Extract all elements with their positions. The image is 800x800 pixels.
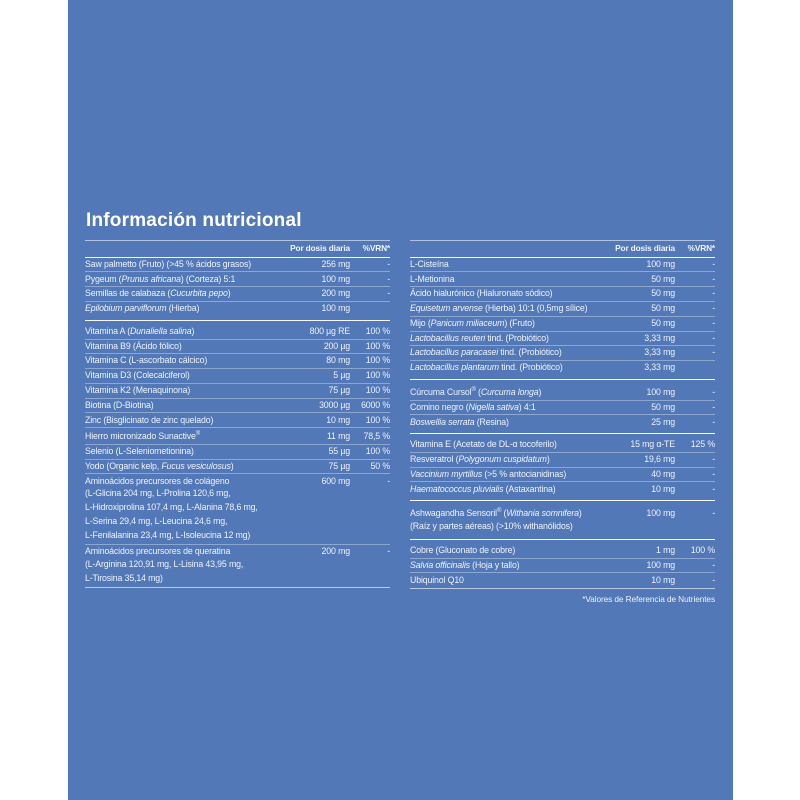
row-subline: (L-Glicina 204 mg, L-Prolina 120,6 mg,: [85, 488, 231, 499]
table-row: [410, 400, 715, 415]
table-row-main: [410, 544, 715, 558]
row-label-segment: Zinc (Bisglicinato de zinc quelado): [85, 414, 214, 425]
row-label-segment: Resveratrol (: [410, 454, 459, 465]
table-section: [85, 325, 390, 587]
row-vrn: 78,5 %: [363, 431, 390, 442]
row-label: [410, 576, 607, 586]
row-label-segment: Aminoácidos precursores de colágeno: [85, 475, 230, 486]
row-label-segment: Curcuma longa: [480, 386, 539, 397]
row-label-segment: Ashwagandha Sensoril: [410, 508, 497, 519]
row-label-segment: (Astaxantina): [503, 483, 556, 494]
row-label: [85, 547, 282, 557]
row-label: [85, 289, 282, 299]
row-label: [410, 260, 607, 270]
row-label-segment: ®: [471, 387, 476, 394]
section-divider: [410, 539, 715, 540]
table-row-main: [410, 401, 715, 415]
row-value: 3,33 mg: [644, 332, 675, 343]
row-vrn: 100 %: [365, 446, 390, 457]
row-label-segment: Epilobium parviflorum: [85, 303, 167, 314]
section-divider: [410, 500, 715, 501]
row-value: 1 mg: [656, 545, 675, 556]
row-value: 40 mg: [651, 468, 675, 479]
row-label: [410, 275, 607, 285]
row-vrn: -: [712, 574, 715, 585]
table-section: [410, 258, 715, 375]
table-row: [85, 398, 390, 413]
row-label: [85, 304, 282, 314]
row-label-segment: Vitamina A (: [85, 325, 130, 336]
row-label-segment: (: [501, 508, 507, 519]
row-value: 80 mg: [326, 355, 350, 366]
row-label: [410, 334, 607, 344]
table-bottom-divider: [410, 588, 715, 589]
row-label-segment: Cúrcuma Cursol: [410, 386, 472, 397]
table-row-main: [410, 505, 715, 521]
row-label-segment: Pygeum (: [85, 273, 122, 284]
row-value: 100 mg: [321, 273, 350, 284]
row-label-segment: (Hoja y tallo): [469, 559, 520, 570]
row-vrn: -: [712, 483, 715, 494]
row-label-segment: Cobre (Gluconato de cobre): [410, 545, 516, 556]
row-vrn: -: [387, 273, 390, 284]
row-value: 5 µg: [333, 370, 350, 381]
row-value: 11 mg: [326, 431, 350, 442]
column-header-vrn: %VRN*: [687, 243, 715, 253]
table-row: [410, 316, 715, 331]
row-label-segment: ): [191, 325, 195, 336]
table-row-main: [410, 287, 715, 301]
row-label-segment: (Hierba): [166, 303, 200, 314]
table-row: [410, 360, 715, 375]
nutrition-label-panel: [68, 0, 733, 800]
row-label-segment: Lactobacillus reuteri: [410, 332, 486, 343]
row-value: 100 mg: [646, 258, 675, 269]
row-vrn: -: [712, 508, 715, 519]
row-value: 50 mg: [651, 317, 675, 328]
label-content: [68, 0, 733, 604]
row-label: [85, 430, 282, 442]
row-vrn: 100 %: [365, 325, 390, 336]
row-vrn: -: [712, 559, 715, 570]
row-vrn: 100 %: [365, 385, 390, 396]
row-vrn: 125 %: [690, 439, 715, 450]
table-row: [85, 412, 390, 427]
table-row: [85, 544, 390, 587]
row-label-segment: (Hierba) 10:1 (0,5mg sílice): [482, 303, 588, 314]
row-label-segment: Yodo (Organic kelp,: [85, 460, 162, 471]
row-label: [85, 356, 282, 366]
table-row-main: [85, 340, 390, 354]
table-row: [85, 427, 390, 444]
row-value: 200 µg: [323, 340, 350, 351]
row-vrn: -: [712, 386, 715, 397]
row-label-segment: Vitamina B9 (Ácido fólico): [85, 340, 182, 351]
row-label-segment: ): [227, 288, 231, 299]
row-label: [410, 546, 607, 556]
row-value: 800 µg RE: [309, 325, 350, 336]
row-label-segment: ): [546, 454, 550, 465]
table-row-main: [410, 258, 715, 272]
row-vrn: -: [712, 401, 715, 412]
row-label-segment: Vitamina E (Acetato de DL-α tocoferilo): [410, 439, 557, 450]
table-row-main: [85, 325, 390, 339]
table-row: [85, 339, 390, 354]
row-label-segment: Ácido hialurónico (Hialuronato sódico): [410, 288, 553, 299]
row-label-segment: Cucurbita pepo: [170, 288, 228, 299]
row-vrn: -: [712, 273, 715, 284]
row-value: 100 mg: [321, 303, 350, 314]
table-row: [85, 325, 390, 339]
row-label-segment: Boswellia serrata: [410, 416, 475, 427]
vrn-footnote: *Valores de Referencia de Nutrientes: [582, 594, 715, 605]
row-label-segment: Lactobacillus paracasei: [410, 347, 498, 358]
row-value: 10 mg: [326, 414, 350, 425]
table-row-main: [410, 317, 715, 331]
row-value: 75 µg: [328, 460, 350, 471]
table-row-main: [410, 384, 715, 400]
row-label-segment: Vitamina C (L-ascorbato cálcico): [85, 355, 208, 366]
row-label-segment: tind. (Probiótico): [485, 332, 549, 343]
table-row: [410, 345, 715, 360]
row-label: [410, 561, 607, 571]
table-row-main: [85, 369, 390, 383]
section-divider: [410, 379, 715, 380]
table-row: [85, 459, 390, 474]
table-row-main: [85, 399, 390, 413]
row-value: 256 mg: [321, 258, 350, 269]
row-vrn: 100 %: [365, 355, 390, 366]
table-row: [410, 331, 715, 346]
nutrition-tables: [85, 240, 715, 589]
row-label-segment: (: [475, 386, 481, 397]
row-vrn: 100 %: [365, 414, 390, 425]
row-label-segment: ®: [195, 431, 200, 438]
row-label-segment: Salvia officinalis: [410, 559, 470, 570]
row-label-segment: Hierro micronizado Sunactive: [85, 431, 196, 442]
row-label-segment: ) (Corteza) 5:1: [180, 273, 236, 284]
table-row-main: [85, 258, 390, 272]
table-row-main: [410, 346, 715, 360]
row-label: [410, 418, 607, 428]
table-row-main: [85, 460, 390, 474]
row-label-segment: L-Cisteína: [410, 258, 449, 269]
table-row-main: [85, 354, 390, 368]
table-row-main: [410, 482, 715, 496]
row-value: 200 mg: [321, 288, 350, 299]
table-header-row: [85, 241, 390, 257]
row-label-segment: Haematococcus pluvialis: [410, 483, 504, 494]
row-value: 15 mg α-TE: [630, 439, 675, 450]
row-value: 100 mg: [646, 508, 675, 519]
table-row-main: [85, 474, 390, 488]
row-value: 3,33 mg: [644, 347, 675, 358]
row-label: [410, 319, 607, 329]
row-vrn: -: [712, 454, 715, 465]
row-vrn: -: [712, 416, 715, 427]
table-section: [410, 544, 715, 587]
table-section: [85, 258, 390, 316]
row-label: [85, 462, 282, 472]
row-label-segment: Semillas de calabaza (: [85, 288, 171, 299]
row-label: [410, 507, 607, 519]
row-value: 50 mg: [651, 303, 675, 314]
row-label-segment: Mijo (: [410, 317, 431, 328]
row-label: [410, 348, 607, 358]
row-label: [410, 363, 607, 373]
row-vrn: 6000 %: [361, 399, 390, 410]
table-row-main: [85, 384, 390, 398]
table-rows: [85, 258, 390, 587]
row-label-segment: Panicum miliaceum: [430, 317, 505, 328]
row-value: 75 µg: [328, 385, 350, 396]
table-row: [410, 558, 715, 573]
row-label-segment: Prunus africana: [121, 273, 181, 284]
row-label: [85, 416, 282, 426]
page-title: Información nutricional: [86, 210, 302, 231]
row-label-segment: Biotina (D-Biotina): [85, 399, 154, 410]
row-label: [410, 455, 607, 465]
table-row-main: [410, 573, 715, 587]
row-vrn: 100 %: [690, 545, 715, 556]
table-row-main: [410, 361, 715, 375]
row-label: [85, 342, 282, 352]
table-row-main: [85, 302, 390, 316]
table-rows: [410, 258, 715, 588]
row-label-segment: Aminoácidos precursores de queratina: [85, 546, 231, 557]
table-row: [410, 271, 715, 286]
row-value: 3,33 mg: [644, 362, 675, 373]
row-value: 19,6 mg: [644, 454, 675, 465]
row-vrn: -: [712, 468, 715, 479]
row-label: [85, 275, 282, 285]
table-row: [85, 368, 390, 383]
row-label-segment: (>5 % antocianidinas): [482, 468, 567, 479]
table-row-main: [85, 413, 390, 427]
table-row: [410, 384, 715, 400]
row-label-segment: Selenio (L-Seleniometionina): [85, 446, 194, 457]
table-row: [85, 444, 390, 459]
row-vrn: -: [387, 546, 390, 557]
row-value: 3000 µg: [319, 399, 350, 410]
row-label: [85, 386, 282, 396]
table-row-main: [410, 453, 715, 467]
row-value: 25 mg: [651, 416, 675, 427]
row-label-segment: tind. (Probiótico): [498, 347, 562, 358]
table-row-main: [85, 445, 390, 459]
row-label-segment: ): [578, 508, 582, 519]
row-label-segment: Withania somnifera: [506, 508, 579, 519]
table-bottom-divider: [85, 587, 390, 588]
row-vrn: 50 %: [370, 460, 390, 471]
row-label: [85, 401, 282, 411]
table-row-main: [85, 287, 390, 301]
row-value: 100 mg: [646, 559, 675, 570]
row-label-segment: Vitamina K2 (Menaquinona): [85, 385, 191, 396]
row-label-segment: tind. (Probiótico): [498, 362, 563, 373]
row-vrn: -: [387, 475, 390, 486]
row-value: 600 mg: [321, 475, 350, 486]
table-row: [410, 258, 715, 272]
row-subline: L-Fenilalanina 23,4 mg, L-Isoleucina 12 mg): [85, 529, 251, 540]
row-label: [85, 260, 282, 270]
table-row-main: [410, 272, 715, 286]
row-label: [85, 477, 282, 487]
column-header-dose: Por dosis diaria: [290, 243, 350, 253]
column-header-vrn: %VRN*: [362, 243, 390, 253]
row-label: [410, 386, 607, 398]
row-vrn: 100 %: [365, 370, 390, 381]
row-vrn: -: [387, 258, 390, 269]
row-subline: L-Serina 29,4 mg, L-Leucina 24,6 mg,: [85, 516, 228, 527]
table-row: [85, 258, 390, 272]
table-row-main: [410, 332, 715, 346]
row-label: [85, 327, 282, 337]
table-header-row: [410, 241, 715, 257]
table-row: [85, 473, 390, 543]
table-row: [410, 286, 715, 301]
table-row: [410, 452, 715, 467]
row-label: [85, 371, 282, 381]
nutrition-table-left: [85, 240, 390, 588]
row-value: 10 mg: [651, 574, 675, 585]
section-divider: [85, 320, 390, 321]
table-row: [85, 353, 390, 368]
row-label-segment: ) (Fruto): [504, 317, 535, 328]
row-value: 10 mg: [651, 483, 675, 494]
row-vrn: 100 %: [365, 340, 390, 351]
row-value: 55 µg: [328, 446, 350, 457]
row-label-segment: ) 4:1: [518, 401, 536, 412]
table-row: [410, 544, 715, 558]
table-row: [410, 438, 715, 452]
row-vrn: -: [712, 288, 715, 299]
row-label: [410, 485, 607, 495]
row-label-segment: Comino negro (: [410, 401, 469, 412]
nutrition-table-right: [410, 240, 715, 589]
row-vrn: -: [387, 288, 390, 299]
table-row: [410, 481, 715, 496]
table-section: [410, 438, 715, 496]
row-label-segment: ®: [496, 508, 502, 515]
table-row: [85, 383, 390, 398]
row-subline: L-Tirosina 35,14 mg): [85, 572, 163, 583]
table-row: [410, 414, 715, 429]
row-label-segment: Ubiquinol Q10: [410, 574, 464, 585]
row-value: 100 mg: [646, 386, 675, 397]
row-label: [410, 440, 607, 450]
table-section: [410, 384, 715, 429]
row-label: [410, 289, 607, 299]
row-label-segment: Vaccinium myrtillus: [410, 468, 483, 479]
table-row: [85, 286, 390, 301]
table-row-main: [85, 545, 390, 559]
table-row: [410, 467, 715, 482]
row-vrn: -: [712, 332, 715, 343]
table-row: [410, 301, 715, 316]
row-label-segment: Vitamina D3 (Colecalciferol): [85, 370, 190, 381]
row-subline: (L-Arginina 120,91 mg, L-Lisina 43,95 mg,: [85, 558, 244, 569]
row-label-segment: Dunaliella salina: [129, 325, 192, 336]
row-value: 50 mg: [651, 288, 675, 299]
row-label-segment: Fucus vesiculosus: [161, 460, 231, 471]
table-section: [410, 505, 715, 535]
table-row: [85, 301, 390, 316]
row-label: [410, 403, 607, 413]
column-header-dose: Por dosis diaria: [615, 243, 675, 253]
row-value: 50 mg: [651, 401, 675, 412]
row-label-segment: L-Metionina: [410, 273, 455, 284]
row-label-segment: Polygonum cuspidatum: [458, 454, 547, 465]
row-label: [85, 447, 282, 457]
table-row-main: [410, 415, 715, 429]
row-vrn: -: [712, 347, 715, 358]
row-label-segment: (Resina): [474, 416, 509, 427]
section-divider: [410, 433, 715, 434]
row-vrn: -: [712, 303, 715, 314]
row-label-segment: ): [538, 386, 542, 397]
row-label-segment: ): [230, 460, 234, 471]
row-value: 200 mg: [321, 546, 350, 557]
row-label-segment: Saw palmetto (Fruto) (>45 % ácidos grasos): [85, 258, 252, 269]
row-vrn: -: [712, 317, 715, 328]
row-label: [410, 304, 607, 314]
table-row-main: [85, 428, 390, 444]
row-label-segment: Lactobacillus plantarum: [410, 362, 499, 373]
row-label-segment: Equisetum arvense: [410, 303, 483, 314]
table-row-main: [410, 559, 715, 573]
table-row-main: [410, 468, 715, 482]
row-label-segment: Nigella sativa: [468, 401, 519, 412]
row-subline: (Raíz y partes aéreas) (>10% withanólidos): [410, 520, 573, 531]
row-value: 50 mg: [651, 273, 675, 284]
row-vrn: -: [712, 258, 715, 269]
table-row: [410, 572, 715, 587]
table-row: [410, 505, 715, 535]
table-row-main: [410, 302, 715, 316]
table-row-main: [410, 438, 715, 452]
table-row-main: [85, 272, 390, 286]
table-row: [85, 271, 390, 286]
row-label: [410, 470, 607, 480]
row-subline: L-Hidroxiprolina 107,4 mg, L-Alanina 78,6 mg,: [85, 502, 258, 513]
